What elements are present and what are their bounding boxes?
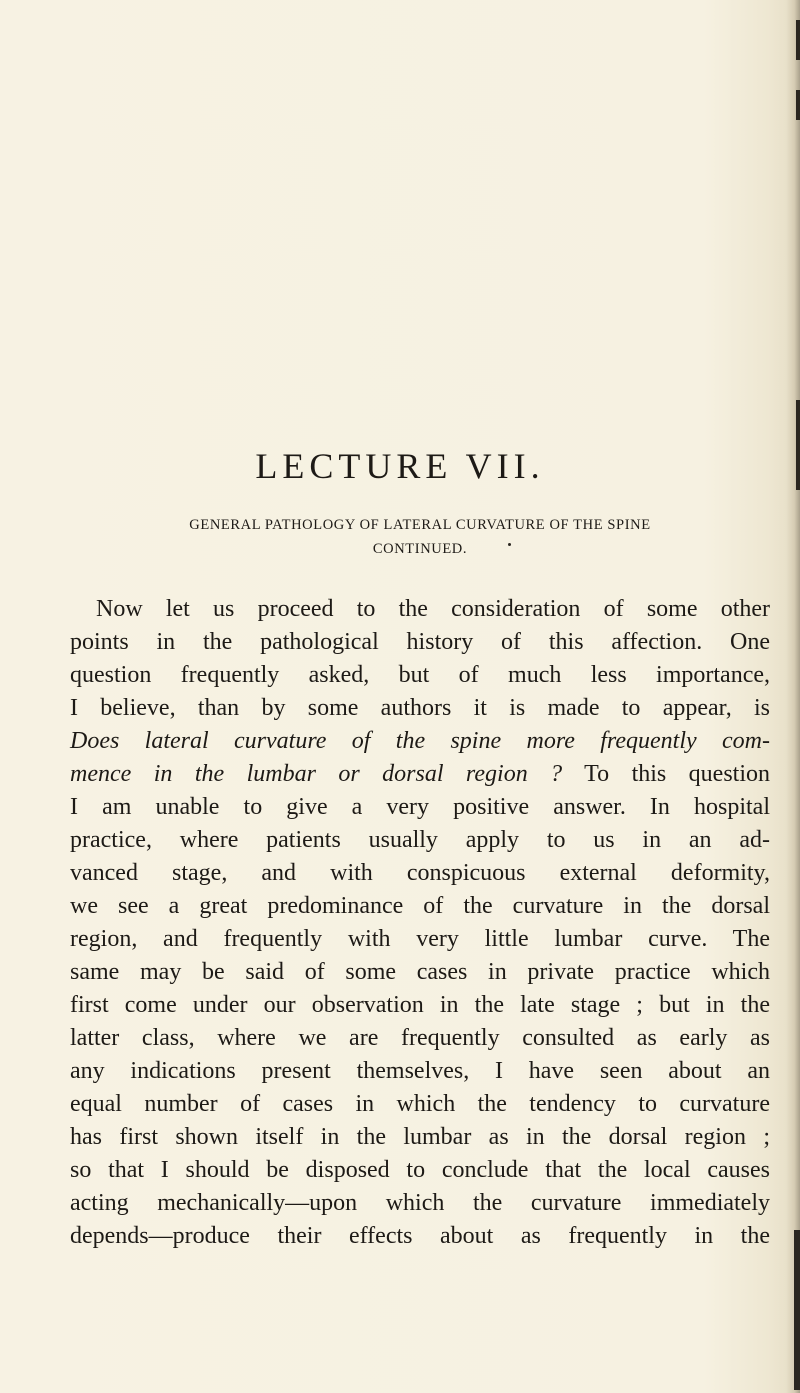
- text-line: any indications present themselves, I have seen about an: [70, 1058, 770, 1084]
- text-line: first come under our observation in the late stage ; but in the: [70, 992, 770, 1018]
- text-line: acting mechanically—upon which the curvature immediately: [70, 1190, 770, 1216]
- italic-question-part-2: mence in the lumbar or dorsal region ?: [70, 761, 563, 787]
- text-line: I believe, than by some authors it is made to appear, is: [70, 695, 770, 721]
- body-paragraph: [70, 593, 770, 1253]
- page-edge-mark: [796, 20, 800, 60]
- text-line: region, and frequently with very little lumbar curve. The: [70, 926, 770, 952]
- text-line: depends—produce their effects about as frequently in the: [70, 1223, 770, 1249]
- print-speck: [508, 543, 511, 546]
- text-line: vanced stage, and with conspicuous external deformity,: [70, 860, 770, 886]
- text-line-italic-question: [70, 725, 770, 758]
- text-line: practice, where patients usually apply to us in an ad-: [70, 827, 770, 853]
- page-edge-mark: [796, 90, 800, 120]
- text-after-question: To this question: [562, 761, 771, 787]
- text-line: equal number of cases in which the tendency to curvature: [70, 1091, 770, 1117]
- italic-question-part-1: Does lateral curvature of the spine more frequently com-: [70, 728, 770, 754]
- text-line: latter class, where we are frequently consulted as early as: [70, 1025, 770, 1051]
- page-edge-shadow: [786, 0, 800, 1393]
- text-line: we see a great predominance of the curvature in the dorsal: [70, 893, 770, 919]
- page-edge-mark: [794, 1230, 800, 1390]
- text-line: Now let us proceed to the consideration of some other: [96, 596, 770, 622]
- lecture-subtitle: [70, 513, 770, 561]
- text-line: question frequently asked, but of much less importance,: [70, 662, 770, 688]
- text-line: same may be said of some cases in private practice which: [70, 959, 770, 985]
- text-line: I am unable to give a very positive answer. In hospital: [70, 794, 770, 820]
- subtitle-line-1: GENERAL PATHOLOGY OF LATERAL CURVATURE OF THE SPINE: [189, 517, 651, 533]
- text-line: points in the pathological history of this affection. One: [70, 629, 770, 655]
- text-line: has first shown itself in the lumbar as in the dorsal region ;: [70, 1124, 770, 1150]
- text-line-italic-question-end: [70, 758, 770, 791]
- subtitle-line-2: CONTINUED.: [372, 541, 468, 557]
- lecture-title: LECTURE VII.: [255, 446, 545, 486]
- text-line: so that I should be disposed to conclude that the local causes: [70, 1157, 770, 1183]
